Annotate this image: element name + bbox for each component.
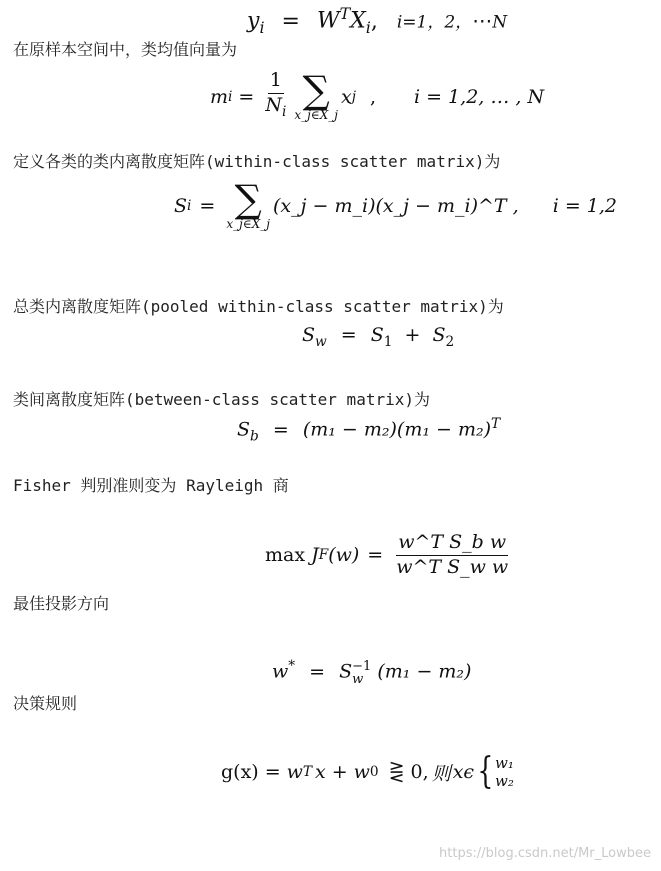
- eq-summation: [294, 68, 338, 123]
- eq-brace: {: [477, 751, 494, 792]
- eq-plus: +: [331, 761, 348, 783]
- eq-symbol: N: [492, 12, 508, 33]
- eq-then: 则: [431, 762, 451, 785]
- eq-ellipsis: ⋯: [472, 8, 493, 33]
- eq-comma: ,: [369, 85, 376, 108]
- eq-superscript: T: [491, 416, 501, 432]
- eq-expression: (m₁ − m₂): [377, 660, 472, 683]
- eq-equals: =: [272, 418, 289, 441]
- eq-symbol: x: [340, 85, 352, 108]
- eq-zero: 0,: [410, 761, 429, 783]
- eq-range: i=1，2，: [396, 12, 473, 33]
- paragraph-between-class: 类间离散度矩阵(between-class scatter matrix)为: [13, 390, 430, 409]
- paragraph-within-class: 定义各类的类内离散度矩阵(within-class scatter matrix)为: [13, 152, 501, 171]
- eq-superscript: T: [302, 764, 313, 780]
- paragraph-class-mean: 在原样本空间中，类均值向量为: [13, 40, 238, 59]
- eq-element-of: ϵ: [463, 761, 475, 783]
- paragraph-fisher-criterion: Fisher 判别准则变为 Rayleigh 商: [13, 476, 289, 495]
- eq-symbol: w: [286, 761, 303, 783]
- eq-subscript: i: [187, 197, 192, 214]
- sigma-symbol: ∑: [234, 177, 262, 221]
- eq-symbol: x: [452, 761, 464, 783]
- eq-equals: =: [367, 544, 384, 567]
- eq-equals: =: [264, 761, 281, 783]
- eq-symbol: y: [247, 8, 260, 34]
- eq-operator: max: [265, 544, 306, 567]
- eq-symbol: J: [311, 544, 319, 567]
- summation-limit: x_j∈X_j: [226, 217, 270, 231]
- eq-symbol: w: [353, 761, 370, 783]
- eq-function: g(x): [221, 761, 259, 783]
- eq-subscript: b: [250, 428, 259, 445]
- equation-rayleigh-quotient: [265, 532, 513, 579]
- equation-within-class-scatter: [174, 177, 617, 231]
- equation-decision-function: [221, 751, 514, 792]
- class-option: w₁: [494, 754, 514, 772]
- eq-equals: =: [340, 324, 357, 346]
- eq-subscript: 2: [445, 333, 455, 350]
- sigma-symbol: ∑: [302, 68, 330, 113]
- fraction-numerator: 1: [268, 70, 284, 94]
- eq-class-options: [495, 754, 514, 790]
- paragraph-pooled-within-class: 总类内离散度矩阵(pooled within-class scatter matrix)为: [13, 297, 504, 316]
- watermark: https://blog.csdn.net/Mr_Lowbee: [439, 846, 651, 861]
- eq-argument: (w): [328, 544, 360, 567]
- eq-symbol: X: [350, 8, 366, 34]
- eq-fraction: [263, 70, 288, 123]
- eq-summation: [226, 177, 270, 231]
- eq-symbol: S: [370, 324, 384, 346]
- class-option: w₂: [494, 772, 514, 790]
- fraction-denominator: w^T S_w w: [396, 555, 509, 578]
- eq-subscript: i: [365, 18, 371, 38]
- equation-projection: $y_i = W^TX_i$, i=1，2，⋯N: [247, 4, 508, 38]
- eq-subscript: w: [315, 333, 327, 350]
- paragraph-optimal-direction: 最佳投影方向: [13, 594, 110, 613]
- eq-symbol: S: [237, 418, 251, 441]
- eq-expression: (m₁ − m₂)(m₁ − m₂): [302, 418, 491, 441]
- equation-between-class-scatter: [237, 416, 500, 444]
- eq-subscript: w: [352, 671, 364, 687]
- equation-pooled-scatter: [302, 324, 454, 350]
- eq-subscript: j: [351, 88, 356, 105]
- fraction-numerator: w^T S_b w: [396, 532, 508, 556]
- eq-symbol: S: [302, 324, 316, 346]
- eq-fraction: [394, 532, 510, 579]
- eq-subscript: 0: [369, 764, 379, 780]
- fraction-denominator: $N_i$: [265, 93, 287, 120]
- eq-range: i = 1,2: [552, 194, 617, 217]
- eq-equals: =: [281, 8, 300, 34]
- eq-equals: =: [309, 660, 326, 683]
- eq-range: i = 1,2, … , N: [413, 85, 545, 108]
- equation-optimal-projection: [272, 658, 471, 686]
- eq-expression: (x_j − m_i)(x_j − m_i)^T ,: [272, 194, 519, 217]
- summation-limit: x_j∈X_j: [294, 108, 338, 123]
- eq-symbol: S: [174, 194, 188, 217]
- eq-symbol: m: [210, 85, 229, 108]
- eq-subscript: F: [318, 547, 329, 564]
- eq-superscript: −1: [352, 658, 372, 674]
- eq-subscript: i: [259, 18, 265, 38]
- eq-equals: =: [238, 85, 255, 108]
- eq-superscript: *: [288, 658, 296, 674]
- eq-plus: +: [404, 324, 421, 346]
- eq-symbol: W: [316, 8, 340, 34]
- eq-comparison: ⋛: [388, 761, 405, 783]
- eq-symbol: S: [432, 324, 446, 346]
- eq-symbol: S: [339, 660, 353, 683]
- eq-symbol: x: [315, 761, 326, 783]
- eq-symbol: w: [272, 660, 289, 683]
- equation-class-mean: [210, 70, 544, 123]
- eq-equals: =: [199, 194, 216, 217]
- eq-subscript: i: [228, 88, 233, 105]
- eq-superscript: T: [339, 4, 351, 23]
- paragraph-decision-rule: 决策规则: [13, 694, 78, 713]
- eq-subscript: 1: [383, 333, 393, 350]
